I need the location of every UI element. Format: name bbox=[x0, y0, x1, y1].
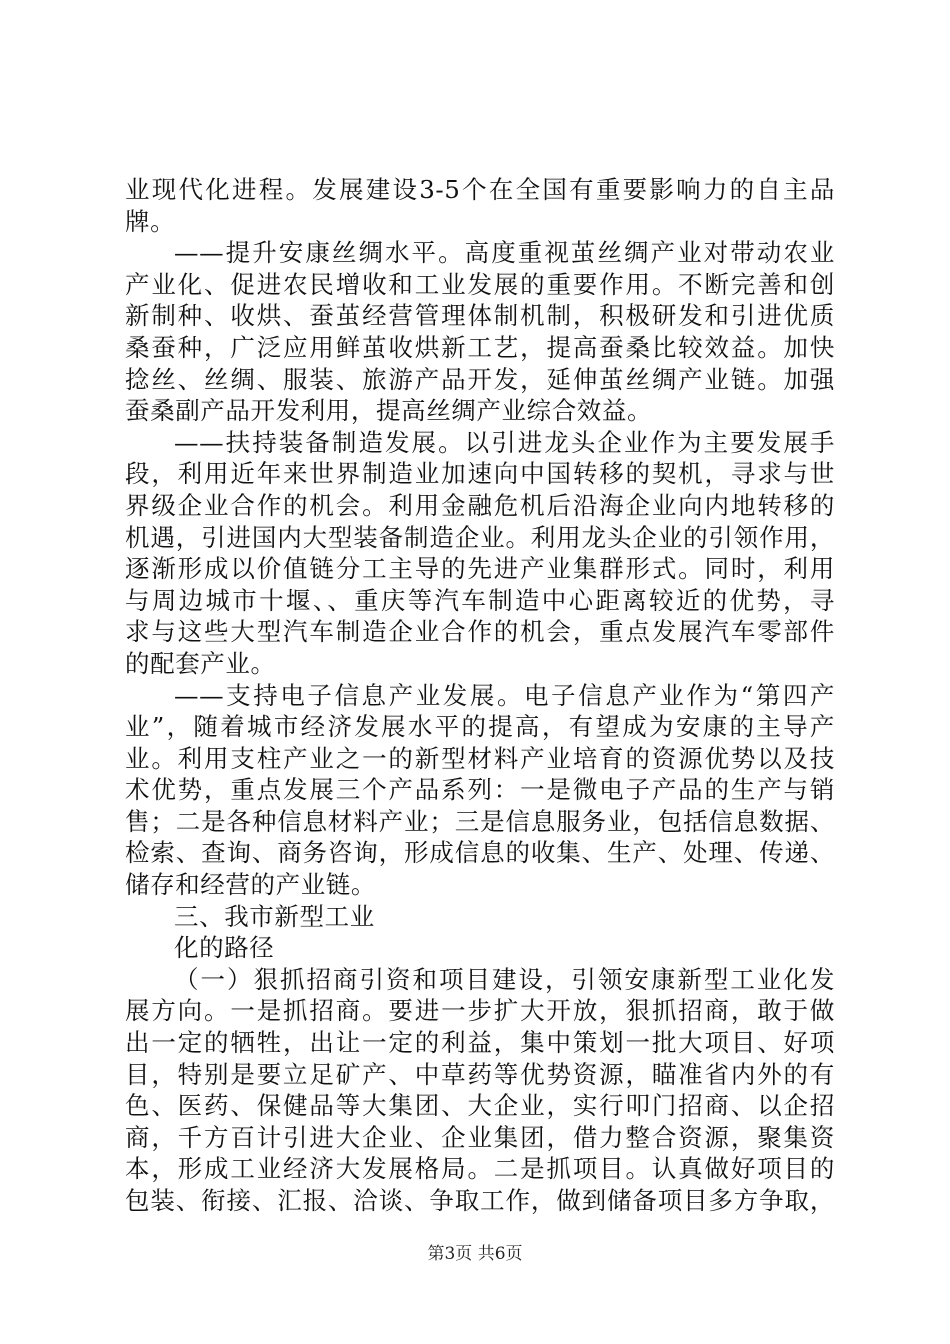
text-line: 桑蚕种，广泛应用鲜茧收烘新工艺，提高蚕桑比较效益。加快 bbox=[125, 332, 835, 362]
text-line: 检索、查询、商务咨询，形成信息的收集、生产、处理、传递、 bbox=[125, 838, 835, 868]
text-line: 储存和经营的产业链。 bbox=[125, 870, 376, 900]
text-line: 化的路径 bbox=[174, 933, 275, 963]
text-line: 售；二是各种信息材料产业；三是信息服务业，包括信息数据、 bbox=[125, 806, 835, 836]
text-line: 出一定的牺牲，出让一定的利益，集中策划一批大项目、好项 bbox=[125, 1028, 835, 1058]
text-line: ——支持电子信息产业发展。电子信息产业作为“第四产 bbox=[174, 680, 835, 710]
text-line: 界级企业合作的机会。利用金融危机后沿海企业向内地转移的 bbox=[125, 490, 835, 520]
text-line: 牌。 bbox=[125, 206, 176, 236]
text-line: （一）狠抓招商引资和项目建设，引领安康新型工业化发 bbox=[174, 964, 835, 994]
text-line: 色、医药、保健品等大集团、大企业，实行叩门招商、以企招 bbox=[125, 1091, 835, 1121]
text-line: 逐渐形成以价值链分工主导的先进产业集群形式。同时，利用 bbox=[125, 554, 835, 584]
text-line: 业”，随着城市经济发展水平的提高，有望成为安康的主导产 bbox=[125, 712, 835, 742]
text-line: 机遇，引进国内大型装备制造企业。利用龙头企业的引领作用， bbox=[125, 522, 835, 552]
text-line: 本，形成工业经济大发展格局。二是抓项目。认真做好项目的 bbox=[125, 1154, 835, 1184]
text-line: ——提升安康丝绸水平。高度重视茧丝绸产业对带动农业 bbox=[174, 238, 835, 268]
text-line: 求与这些大型汽车制造企业合作的机会，重点发展汽车零部件 bbox=[125, 617, 835, 647]
text-line: 捻丝、丝绸、服装、旅游产品开发，延伸茧丝绸产业链。加强 bbox=[125, 364, 835, 394]
text-line: 蚕桑副产品开发利用，提高丝绸产业综合效益。 bbox=[125, 396, 653, 426]
text-line: 产业化、促进农民增收和工业发展的重要作用。不断完善和创 bbox=[125, 269, 835, 299]
text-line: 商，千方百计引进大企业、企业集团，借力整合资源，聚集资 bbox=[125, 1122, 835, 1152]
text-line: 三、我市新型工业 bbox=[174, 901, 375, 931]
text-line: ——扶持装备制造发展。以引进龙头企业作为主要发展手 bbox=[174, 427, 835, 457]
text-line: 术优势，重点发展三个产品系列：一是微电子产品的生产与销 bbox=[125, 775, 835, 805]
text-line: 的配套产业。 bbox=[125, 648, 276, 678]
text-line: 段，利用近年来世界制造业加速向中国转移的契机，寻求与世 bbox=[125, 459, 835, 489]
text-line: 包装、衔接、汇报、洽谈、争取工作，做到储备项目多方争取， bbox=[125, 1186, 835, 1215]
text-line: 业现代化进程。发展建设3-5个在全国有重要影响力的自主品 bbox=[125, 175, 835, 204]
text-line: 新制种、收烘、蚕茧经营管理体制机制，积极研发和引进优质 bbox=[125, 301, 835, 331]
text-line: 目，特别是要立足矿产、中草药等优势资源，瞄准省内外的有 bbox=[125, 1059, 835, 1089]
text-line: 业。利用支柱产业之一的新型材料产业培育的资源优势以及技 bbox=[125, 743, 835, 773]
text-line: 展方向。一是抓招商。要进一步扩大开放，狠抓招商，敢于做 bbox=[125, 996, 835, 1026]
page-footer: 第3页 共6页 bbox=[427, 1244, 523, 1264]
text-line: 与周边城市十堰、、重庆等汽车制造中心距离较近的优势，寻 bbox=[125, 585, 835, 615]
body-text bbox=[125, 174, 835, 1217]
